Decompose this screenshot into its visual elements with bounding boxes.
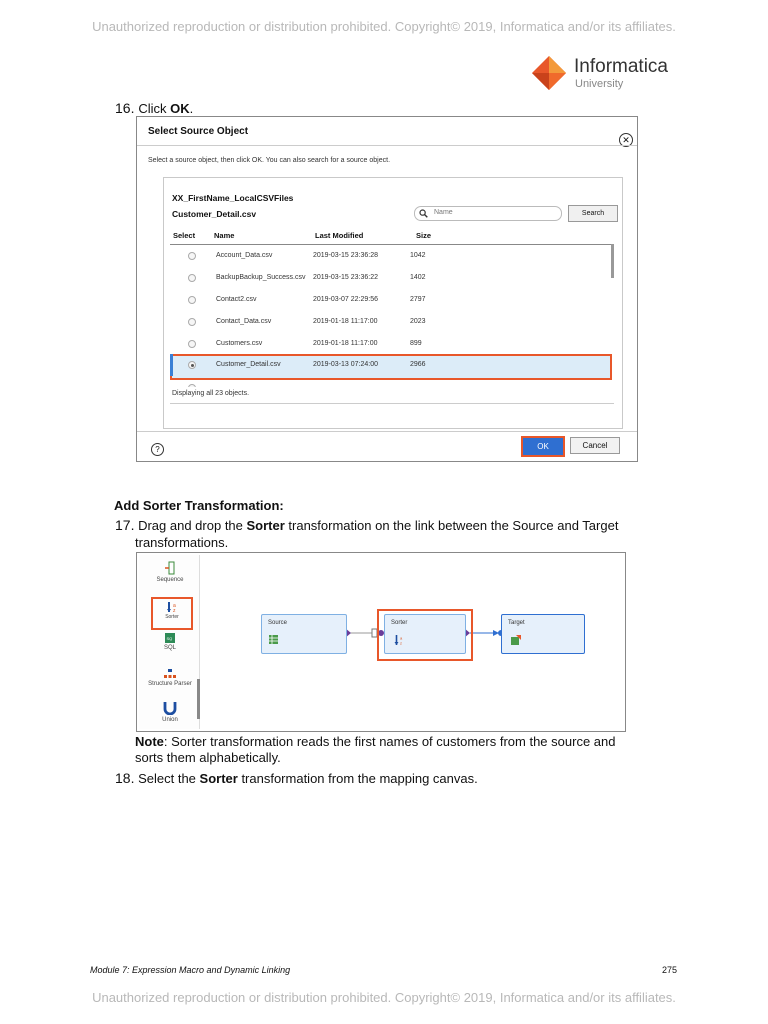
size-cell: 2797 — [410, 296, 426, 303]
ok-button[interactable]: OK — [521, 436, 565, 457]
radio-button[interactable] — [188, 252, 196, 260]
radio-button[interactable] — [188, 296, 196, 304]
size-cell: 2023 — [410, 318, 426, 325]
logo-subtitle: University — [575, 78, 624, 90]
dialog-title: Select Source Object — [148, 126, 249, 137]
step-17-line — [115, 518, 675, 533]
partially-hidden-row — [170, 380, 608, 387]
note-text: : Sorter transformation reads the first names of customers from the source and — [163, 734, 616, 749]
last-modified-cell: 2019-01-18 11:17:00 — [313, 340, 378, 347]
svg-text:SQ: SQ — [166, 636, 173, 641]
table-row[interactable] — [170, 267, 608, 289]
step-number: 16. — [115, 100, 135, 116]
size-cell: 2966 — [410, 361, 426, 368]
step-text-bold: Sorter — [199, 771, 238, 786]
node-label: Sorter — [391, 620, 408, 626]
selection-marker — [170, 354, 173, 376]
step-text-bold: OK — [170, 101, 190, 116]
last-modified-cell: 2019-03-07 22:29:56 — [313, 296, 378, 303]
target-node[interactable] — [501, 614, 585, 654]
last-modified-cell: 2019-03-15 23:36:28 — [313, 252, 378, 259]
table-row[interactable] — [170, 333, 608, 355]
section-heading: Add Sorter Transformation: — [114, 498, 284, 513]
column-header-size[interactable]: Size — [416, 231, 432, 240]
note-line-2: sorts them alphabetically. — [135, 750, 281, 765]
divider — [137, 145, 637, 146]
column-header-select: Select — [173, 231, 196, 240]
cancel-button[interactable]: Cancel — [570, 437, 620, 454]
copyright-header: Unauthorized reproduction or distribution prohibited. Copyright© 2019, Informatica and/or its affiliates. — [92, 19, 676, 34]
palette-label: Sorter — [165, 614, 179, 620]
step-17-line-2: transformations. — [135, 535, 229, 550]
file-name-cell: Customer_Detail.csv — [216, 361, 281, 368]
palette-label: Sequence — [156, 577, 184, 583]
radio-button[interactable] — [188, 318, 196, 326]
table-row-selected[interactable] — [170, 354, 612, 380]
size-cell: 899 — [410, 340, 422, 347]
svg-text:z: z — [400, 640, 402, 645]
search-button[interactable]: Search — [568, 205, 618, 222]
size-cell: 1402 — [410, 274, 426, 281]
source-table-icon — [269, 635, 278, 644]
dialog-description: Select a source object, then click OK. You can also search for a source object. — [148, 157, 391, 164]
size-cell: 1042 — [410, 252, 426, 259]
step-18-line — [115, 771, 478, 786]
file-name-cell: Account_Data.csv — [216, 252, 273, 259]
last-modified-cell: 2019-03-13 07:24:00 — [313, 361, 378, 368]
table-row[interactable] — [170, 311, 608, 333]
step-text — [138, 101, 193, 116]
help-icon[interactable]: ? — [151, 443, 164, 456]
svg-text:z: z — [173, 608, 176, 613]
step-text-suffix: transformation on the link between the Source and Target — [284, 518, 619, 533]
select-source-object-dialog — [136, 116, 638, 462]
sorter-node[interactable] — [384, 614, 466, 654]
last-modified-cell: 2019-03-15 23:36:22 — [313, 274, 378, 281]
table-row[interactable] — [170, 289, 608, 311]
node-label: Target — [508, 620, 525, 626]
page-number: 275 — [662, 965, 678, 975]
search-placeholder: Name — [434, 209, 453, 216]
svg-text:a: a — [173, 603, 176, 609]
step-number: 18. — [115, 770, 135, 786]
step-number: 17. — [115, 517, 135, 533]
file-name-cell: Contact_Data.csv — [216, 318, 272, 325]
step-16-line — [115, 100, 193, 116]
palette-label: Union — [162, 717, 178, 723]
module-footer: Module 7: Expression Macro and Dynamic Linking — [90, 965, 291, 975]
vertical-scrollbar[interactable] — [611, 244, 614, 278]
folder-name: XX_FirstName_LocalCSVFiles — [172, 193, 294, 203]
file-name-cell: Contact2.csv — [216, 296, 257, 303]
close-icon[interactable]: ✕ — [619, 133, 633, 147]
note-line-1 — [135, 734, 695, 749]
radio-button-checked[interactable] — [188, 361, 196, 369]
step-text-suffix: . — [189, 101, 194, 116]
informatica-logo-icon — [530, 54, 568, 92]
step-text-prefix: Click — [138, 101, 171, 116]
object-browser-panel — [163, 177, 623, 429]
divider — [170, 403, 614, 404]
radio-button[interactable] — [188, 340, 196, 348]
divider — [137, 431, 637, 432]
step-text-bold: Sorter — [246, 518, 285, 533]
selected-file-name: Customer_Detail.csv — [172, 209, 257, 219]
copyright-footer: Unauthorized reproduction or distribution prohibited. Copyright© 2019, Informatica and/or its affiliates. — [92, 990, 676, 1005]
svg-text:a: a — [400, 635, 403, 641]
file-name-cell: BackupBackup_Success.csv — [216, 274, 306, 281]
search-input[interactable] — [414, 206, 562, 221]
file-name-cell: Customers.csv — [216, 340, 263, 347]
radio-button — [188, 384, 196, 387]
last-modified-cell: 2019-01-18 11:17:00 — [313, 318, 378, 325]
column-header-name[interactable]: Name — [214, 231, 235, 240]
mapping-canvas-screenshot — [136, 552, 626, 732]
logo-name: Informatica — [574, 56, 668, 77]
column-header-last-modified[interactable]: Last Modified — [315, 231, 364, 240]
sorter-icon — [394, 635, 404, 645]
table-row[interactable] — [170, 245, 608, 267]
step-text-suffix: transformation from the mapping canvas. — [237, 771, 478, 786]
source-node[interactable] — [261, 614, 347, 654]
palette-label: Structure Parser — [148, 681, 192, 687]
step-text-prefix: Select the — [138, 771, 200, 786]
node-label: Source — [268, 620, 288, 626]
radio-button[interactable] — [188, 274, 196, 282]
target-table-icon — [511, 635, 521, 645]
note-label: Note — [135, 734, 164, 749]
search-icon — [419, 209, 428, 218]
step-text-prefix: Drag and drop the — [138, 518, 247, 533]
palette-label: SQL — [163, 645, 176, 651]
object-count-status: Displaying all 23 objects. — [172, 390, 250, 397]
informatica-logo — [530, 54, 680, 94]
